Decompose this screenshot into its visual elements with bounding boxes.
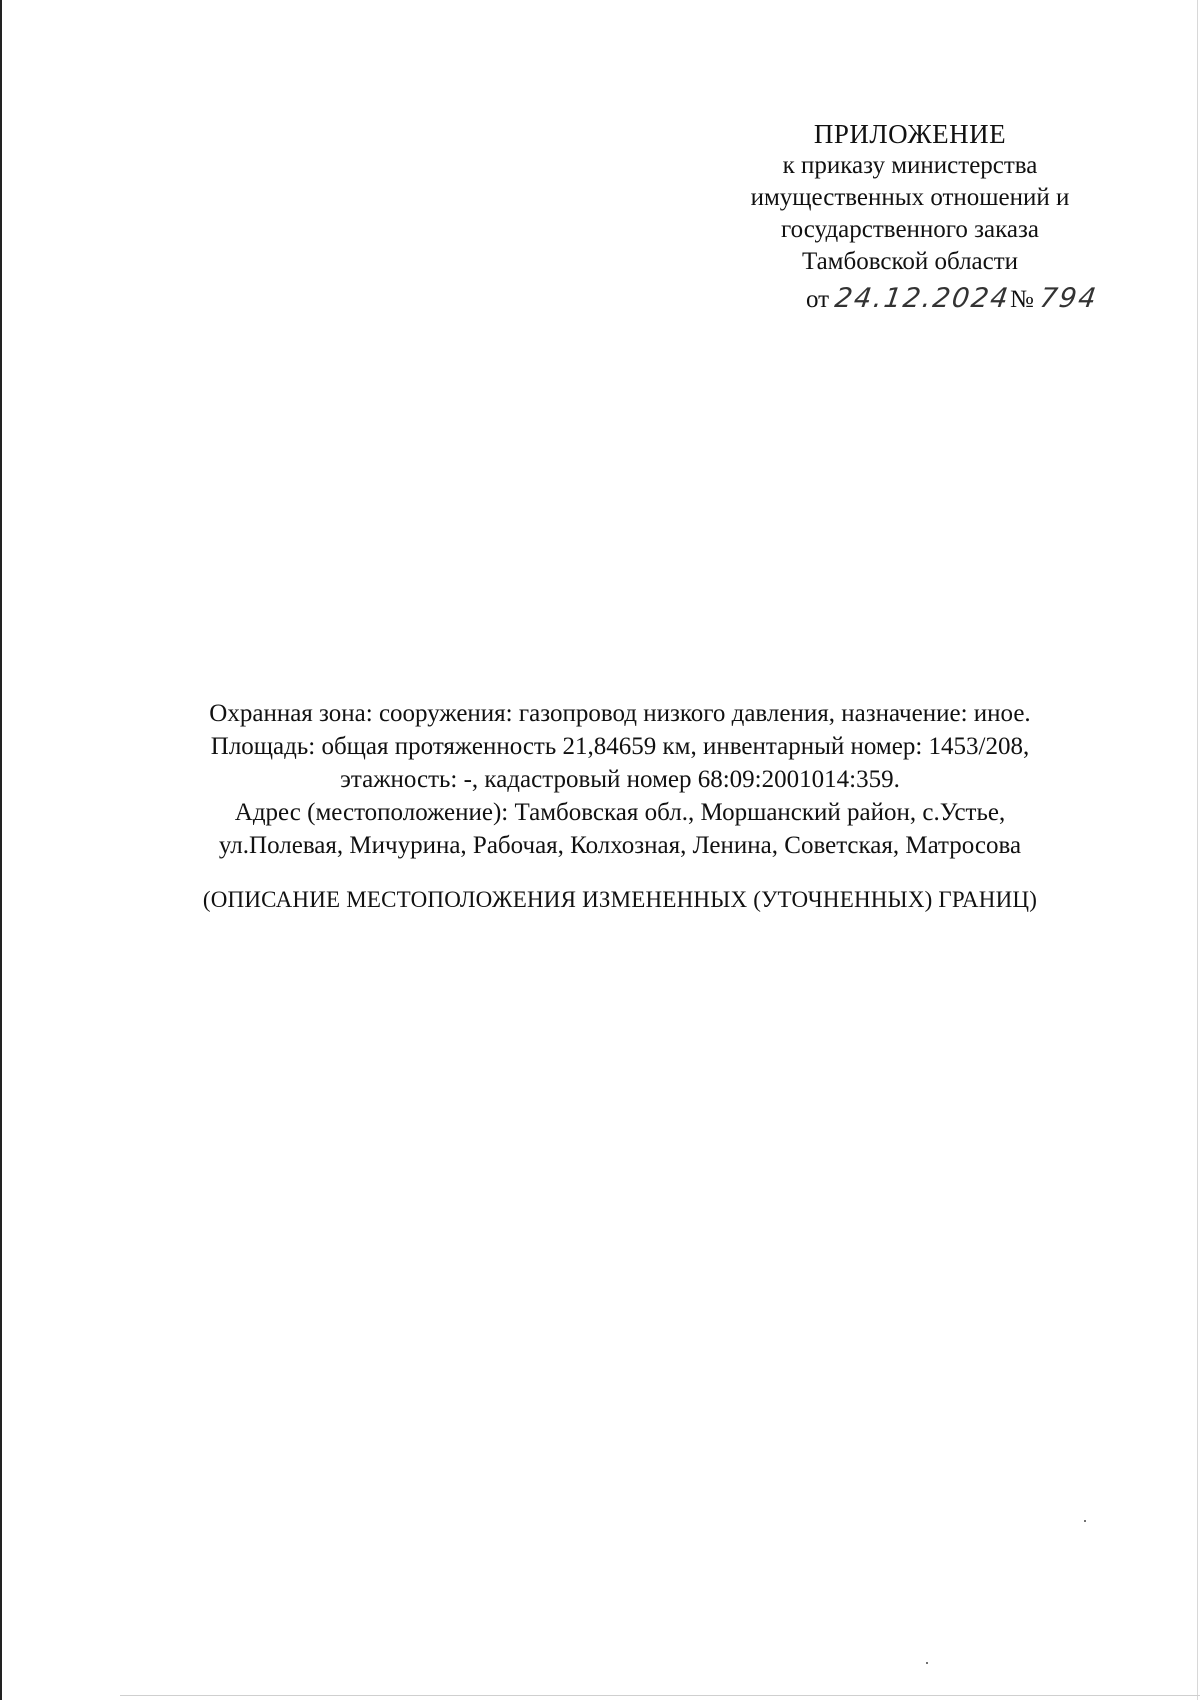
appendix-line-1: к приказу министерства [782, 152, 1038, 179]
scan-speck [1084, 1520, 1086, 1522]
appendix-line-2: имущественных отношений и [750, 184, 1070, 211]
description-line-3: этажность: -, кадастровый номер 68:09:2001014:359. [340, 766, 900, 793]
description-line-2: Площадь: общая протяженность 21,84659 км, инвентарный номер: 1453/208, [210, 733, 1030, 760]
description-line-4: Адрес (местоположение): Тамбовская обл., Моршанский район, с.Устье, [234, 799, 1006, 826]
appendix-line-3: государственного заказа [781, 216, 1039, 243]
number-sign: № [1009, 286, 1034, 313]
appendix-header [700, 118, 1120, 278]
appendix-title: ПРИЛОЖЕНИЕ [813, 119, 1007, 149]
scan-edge-bottom [120, 1695, 1200, 1696]
handwritten-number: 794 [1037, 283, 1100, 314]
scan-edge-left [0, 0, 2, 1700]
boundary-description-subtitle: (ОПИСАНИЕ МЕСТОПОЛОЖЕНИЯ ИЗМЕНЕННЫХ (УТОЧНЕННЫХ) ГРАНИЦ) [202, 887, 1038, 912]
appendix-line-4: Тамбовской области [801, 248, 1019, 275]
scan-speck [926, 1662, 928, 1664]
scan-edge-right [1197, 0, 1198, 1700]
description-line-1: Охранная зона: сооружения: газопровод низкого давления, назначение: иное. [209, 700, 1031, 727]
handwritten-date: 24.12.2024 [833, 283, 1013, 314]
description-line-5: ул.Полевая, Мичурина, Рабочая, Колхозная, Ленина, Советская, Матросова [218, 832, 1022, 859]
date-prefix: от [806, 286, 830, 313]
protection-zone-description [120, 697, 1120, 862]
order-date-number [806, 281, 1126, 318]
